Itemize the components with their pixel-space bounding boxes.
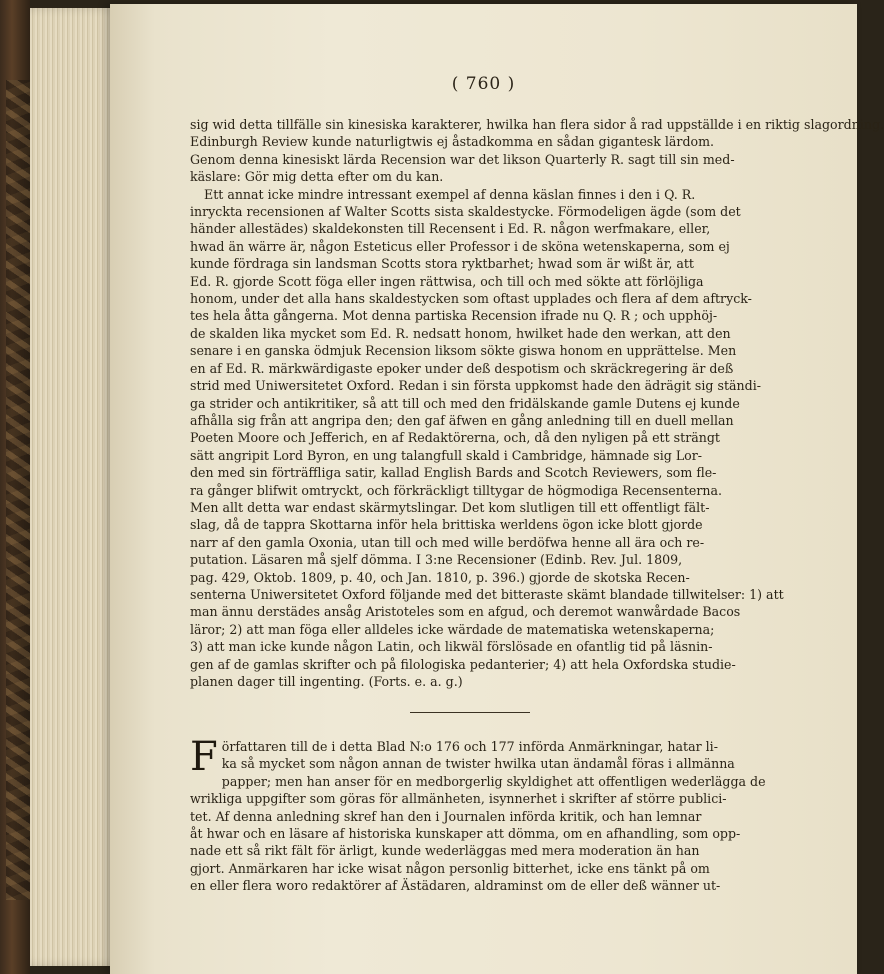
text-line: pag. 429, Oktob. 1809, p. 40, och Jan. 1810, p. 396.) gjorde de skotska Recen- [190, 569, 690, 585]
text-line: åt hwar och en läsare af historiska kunskaper att dömma, om en afhandling, som opp- [190, 826, 741, 842]
text-line: Men allt detta war endast skärmytslingar. Det kom slutligen till ett offentligt fält- [190, 499, 710, 515]
text-line: ra gånger blifwit omtryckt, och förkräckligt tilltygar de högmodiga Recensenterna. [190, 482, 723, 498]
text-line: sig wid detta tillfälle sin kinesiska karakterer, hwilka han flera sidor å rad uppställde i en riktig slagordning. [190, 117, 884, 132]
text-line: läror; 2) att man föga eller alldeles icke wärdade de matematiska wetenskaperna; [190, 621, 715, 637]
text-line: en eller flera woro redaktörer af Ästädaren, aldraminst om de eller deß wänner ut- [190, 878, 721, 894]
text-line: händer allestädes) skaldekonsten till Recensent i Ed. R. någon werfmakare, eller, [190, 221, 711, 237]
section-1-text [190, 116, 884, 690]
text-line: narr af den gamla Oxonia, utan till och med wille berdöfwa henne all ära och re- [190, 534, 705, 550]
text-line: sätt angripit Lord Byron, en ung talangfull skald i Cambridge, hämnade sig Lor- [190, 447, 703, 463]
text-line: afhålla sig från att angripa den; den gaf äfwen en gång anledning till en duell mellan [190, 412, 734, 428]
drop-cap: F [190, 734, 218, 780]
text-line: man ännu derstädes ansåg Aristoteles som en afgud, och deremot wanwårdade Bacos [190, 604, 741, 620]
text-line: papper; men han anser för en medborgerlig skyldighet att offentligen wederlägga de [221, 773, 766, 789]
text-line: hwad än wärre är, någon Esteticus eller Professor i de sköna wetenskaperna, som ej [190, 238, 730, 254]
section-divider [410, 712, 530, 713]
section-2-text [190, 734, 812, 895]
text-line: Edinburgh Review kunde naturligtwis ej åstadkomma en sådan gigantesk lärdom. [190, 134, 715, 150]
text-line: örfattaren till de i detta Blad N:o 176 och 177 införda Anmärkningar, hatar li- [221, 739, 718, 754]
text-line: Poeten Moore och Jefferich, en af Redaktörerna, och, då den nyligen på ett strängt [190, 430, 720, 446]
text-line: putation. Läsaren må sjelf dömma. I 3:ne Recensioner (Edinb. Rev. Jul. 1809, [190, 552, 683, 568]
text-line: honom, under det alla hans skaldestycken som oftast upplades och flera af dem aftryck- [190, 291, 752, 307]
text-line: inryckta recensionen af Walter Scotts sista skaldestycke. Förmodeligen ägde (som det [190, 204, 741, 220]
text-line: nade ett så rikt fält för ärligt, kunde wederläggas med mera moderation än han [190, 843, 700, 859]
text-line: gjort. Anmärkaren har icke wisat någon personlig bitterhet, icke ens tänkt på om [190, 860, 710, 876]
text-line: den med sin förträffliga satir, kallad English Bards and Scotch Reviewers, som fle- [190, 465, 717, 481]
text-line: 3) att man icke kunde någon Latin, och likwäl förslösade en ofantlig tid på läsnin- [190, 639, 713, 655]
marbled-edge [6, 80, 31, 900]
text-line: Genom denna kinesiskt lärda Recension war det likson Quarterly R. sagt till sin med- [190, 151, 735, 167]
book-page [110, 4, 884, 974]
text-line: en af Ed. R. märkwärdigaste epoker under deß despotism och skräckregering är deß [190, 360, 734, 376]
text-line: kunde fördraga sin landsman Scotts stora ryktbarhet; hwad som är wißt är, att [190, 256, 694, 272]
text-line: strid med Uniwersitetet Oxford. Redan i sin första uppkomst hade den ädrägit sig ständi- [190, 378, 761, 394]
page-number: ( 760 ) [451, 74, 516, 94]
text-line: Ett annat icke mindre intressant exempel af denna käslan finnes i den i Q. R. [204, 186, 696, 202]
text-line: Ed. R. gjorde Scott föga eller ingen rättwisa, och till och med sökte att förlöjliga [190, 273, 704, 289]
text-line: tet. Af denna anledning skref han den i Journalen införda kritik, och han lemnar [190, 808, 702, 824]
text-line: käslare: Gör mig detta efter om du kan. [190, 169, 444, 185]
text-line: de skalden lika mycket som Ed. R. nedsatt honom, hwilket hade den werkan, att den [190, 325, 731, 341]
text-line: planen dager till ingenting. (Forts. e. a. g.) [190, 674, 463, 689]
text-line: slag, då de tappra Skottarna inför hela brittiska werldens ögon icke blott gjorde [190, 517, 703, 533]
text-line: wrikliga uppgifter som göras för allmänheten, isynnerhet i skrifter af större publici- [190, 791, 727, 807]
text-line: gen af de gamlas skrifter och på filologiska pedanterier; 4) att hela Oxfordska studie- [190, 656, 736, 672]
text-line: tes hela åtta gångerna. Mot denna partiska Recension ifrade nu Q. R ; och upphöj- [190, 308, 718, 324]
text-line: ka så mycket som någon annan de twister hwilka utan ändamål föras i allmänna [221, 756, 735, 772]
text-line: senterna Uniwersitetet Oxford följande med det bitteraste skämt blandade tillwitelser: 1) att [190, 586, 784, 602]
text-line: ga strider och antikritiker, så att till och med den fridälskande gamle Dutens ej kunde [190, 395, 740, 411]
text-line: senare i en ganska ödmjuk Recension liksom sökte giswa honom en upprättelse. Men [190, 343, 737, 359]
